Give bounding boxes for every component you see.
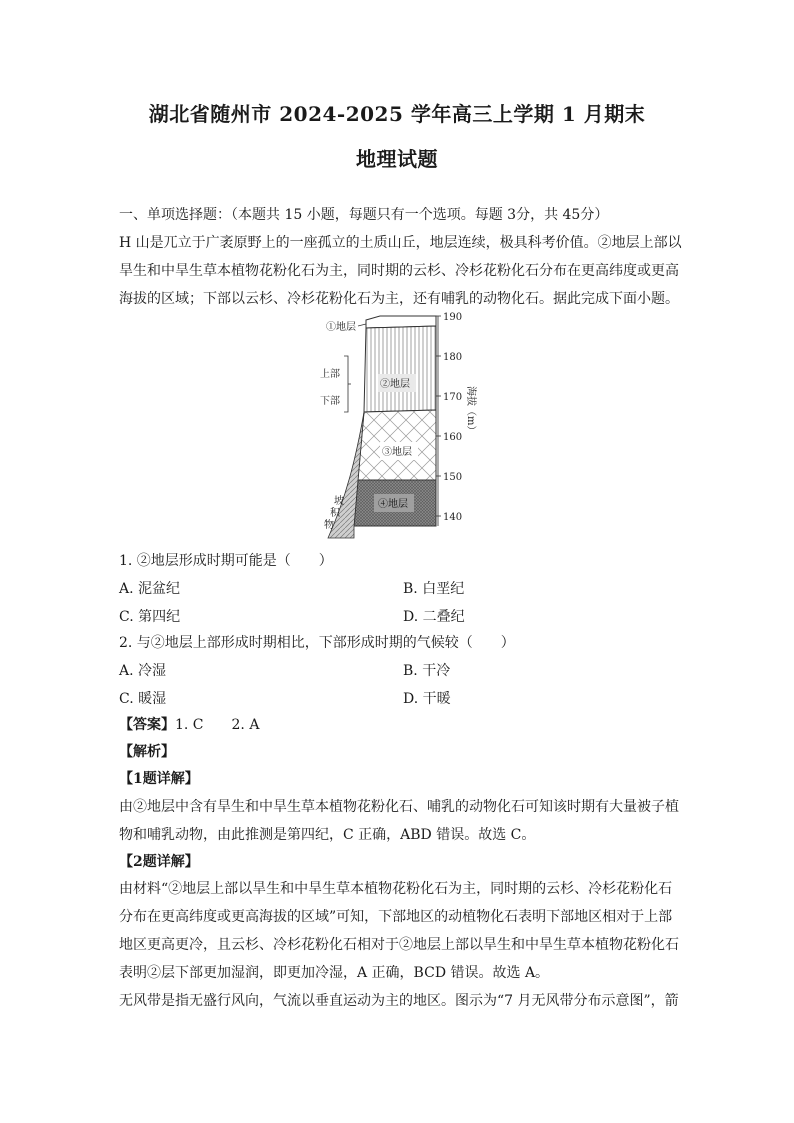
question-stem: 2. 与②地层上部形成时期相比，下部形成时期的气候较（ ） [119,635,515,651]
analysis-line: 地区更高更冷，且云杉、冷杉花粉化石相对于②地层上部以旱生和中旱生草本植物花粉化石 [119,937,679,953]
slope-label: 物 [324,520,334,531]
question-option: A. 冷湿 [119,663,167,679]
tick-label: 140 [443,512,463,523]
tick-label: 190 [443,312,463,323]
page-subtitle: 地理试题 [356,147,438,171]
analysis-label: 【解析】 [119,744,175,760]
question-option: B. 白垩纪 [403,581,465,597]
analysis-line: 物和哺乳动物，由此推测是第四纪，C 正确，ABD 错误。故选 C。 [119,827,536,843]
question-option: A. 泥盆纪 [119,581,181,597]
slope-label: 积 [330,508,340,519]
layer4-label: ④地层 [378,499,408,510]
analysis-q2-label: 【2题详解】 [119,854,199,870]
analysis-line: 由材料“②地层上部以旱生和中旱生草本植物花粉化石为主，同时期的云杉、冷杉花粉化石 [119,881,673,897]
layer3-label: ③地层 [382,447,412,458]
answer-row [119,714,259,734]
lower-label: 下部 [320,396,340,407]
question-option: D. 干暖 [403,691,451,707]
question-option: D. 二叠纪 [403,609,465,625]
question-stem: 1. ②地层形成时期可能是（ ） [119,553,333,569]
layer1-label: ①地层 [326,322,356,333]
analysis-line: 表明②层下部更加湿润，即更加冷湿，A 正确，BCD 错误。故选 A。 [119,965,550,981]
layer2-label: ②地层 [380,379,410,390]
next-material-line: 无风带是指无盛行风向，气流以垂直运动为主的地区。图示为“7 月无风带分布示意图”，箭 [119,993,679,1009]
slope-label: 坡 [334,496,344,507]
tick-label: 160 [443,432,463,443]
question-option: C. 暖湿 [119,691,167,707]
answer-label: 【答案】 [119,717,175,733]
axis-title: 海拔（m） [465,386,476,436]
question-option: C. 第四纪 [119,609,181,625]
layer2-block [364,326,436,412]
analysis-q1-label: 【1题详解】 [119,771,199,787]
analysis-line: 由②地层中含有旱生和中旱生草本植物花粉化石、哺乳的动物化石可知该时期有大量被子植 [119,799,679,815]
stratigraphic-figure [310,308,480,543]
material-line: 海拔的区域；下部以云杉、冷杉花粉化石为主，还有哺乳的动物化石。据此完成下面小题。 [119,291,679,307]
question-option: B. 干冷 [403,663,451,679]
answer-content: 1. C 2. A [175,717,260,733]
material-line: 旱生和中旱生草本植物花粉化石为主，同时期的云杉、冷杉花粉化石分布在更高纬度或更高 [119,263,679,279]
tick-label: 170 [443,392,463,403]
upper-label: 上部 [320,369,340,380]
section-heading: 一、单项选择题：（本题共 15 小题，每题只有一个选项。每题 3分，共 45分） [119,207,609,223]
material-line: H 山是兀立于广袤原野上的一座孤立的土质山丘，地层连续，极具科考价值。②地层上部以 [119,235,682,251]
tick-label: 150 [443,472,463,483]
analysis-line: 分布在更高纬度或更高海拔的区域”可知，下部地区的动植物化石表明下部地区相对于上部 [119,909,673,925]
tick-label: 180 [443,352,463,363]
page-title: 湖北省随州市 2024-2025 学年高三上学期 1 月期末 [148,102,646,126]
